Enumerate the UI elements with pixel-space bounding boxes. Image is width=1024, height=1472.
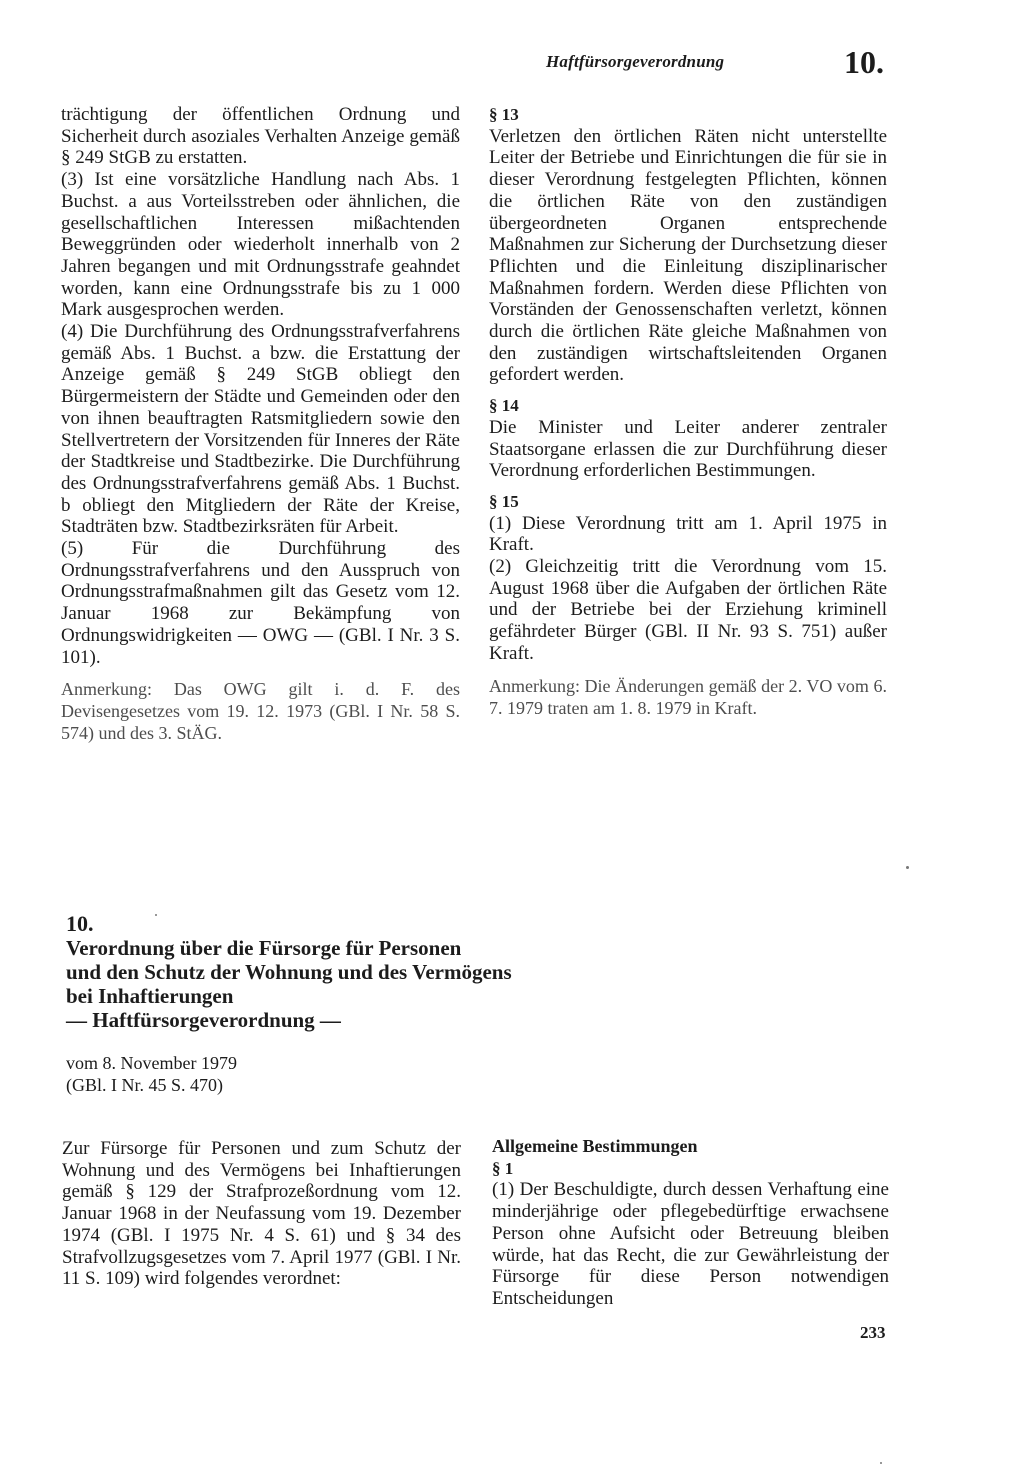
section-13-heading: § 13 (489, 105, 519, 124)
law-date: vom 8. November 1979 (66, 1053, 237, 1073)
law-title-line: Verordnung über die Fürsorge für Personen (66, 936, 462, 960)
law-title-line: und den Schutz der Wohnung und des Vermögens (66, 960, 512, 984)
left-column-bottom (62, 1138, 461, 1290)
section-14-heading: § 14 (489, 396, 519, 416)
chapter-number: 10. (844, 44, 884, 80)
print-speck (906, 866, 909, 869)
section-15-paragraph-2: (2) Gleichzeitig tritt die Verordnung vom 15. August 1968 über die Aufgaben der örtlichen Räte und der Betriebe bei der Erziehung kriminell gefährdeter Bürger (GBl. II Nr. 93 S. 751) außer Kraft. (489, 556, 887, 664)
law-title-block (66, 912, 626, 1032)
annotation-note-left: Anmerkung: Das OWG gilt i. d. F. des Devisengesetzes vom 19. 12. 1973 (GBl. I Nr. 58 S. 574) und des 3. StÄG. (61, 679, 460, 744)
right-column-bottom (492, 1136, 889, 1310)
section-14-text: Die Minister und Leiter anderer zentraler Staatsorgane erlassen die zur Durchführung dieser Verordnung erforderlichen Bestimmungen. (489, 416, 887, 482)
paragraph-continuation: trächtigung der öffentlichen Ordnung und Sicherheit durch asoziales Verhalten Anzeige gemäß § 249 StGB zu erstatten. (61, 104, 460, 169)
law-source: (GBl. I Nr. 45 S. 470) (66, 1075, 223, 1095)
paragraph-3: (3) Ist eine vorsätzliche Handlung nach Abs. 1 Buchst. a aus Vorteilsstreben oder ähnlichen, die gesellschaftlichen Interessen mißachtenden Beweggründen oder wiederholt innerhalb von 2 Jahren begangen und mit Ordnungsstrafe geahndet worden, kann eine Ordnungsstrafe bis zu 1 000 Mark ausgesprochen werden. (61, 169, 460, 321)
law-short-title: — Haftfürsorgeverordnung — (66, 1008, 341, 1032)
law-date-block (66, 1052, 237, 1096)
print-speck (880, 1462, 882, 1464)
preamble-text: Zur Fürsorge für Personen und zum Schutz der Wohnung und des Vermögens bei Inhaftierungen gemäß § 129 der Strafprozeßordnung vom 12. Januar 1968 in der Neufassung vom 19. Dezember 1974 (GBl. I 1975 Nr. 4 S. 61) und § 34 des Strafvollzugsgesetzes vom 7. April 1977 (GBl. I Nr. 11 S. 109) wird folgendes verordnet: (62, 1138, 461, 1290)
right-column-top (489, 104, 887, 719)
page-number: 233 (860, 1323, 886, 1342)
law-title-line: bei Inhaftierungen (66, 984, 234, 1008)
section-1-text: (1) Der Beschuldigte, durch dessen Verhaftung eine minderjährige oder pflegebedürftige erwachsene Person ohne Aufsicht oder Betreuung bleiben würde, hat das Recht, die zur Gewährleistung der Fürsorge für diese Person notwendigen Entscheidungen (492, 1179, 889, 1309)
paragraph-4: (4) Die Durchführung des Ordnungsstrafverfahrens gemäß Abs. 1 Buchst. a bzw. die Erstattung der Anzeige gemäß § 249 StGB obliegt den Bürgermeistern der Städte und Gemeinden oder den von ihnen beauftragten Ratsmitgliedern sowie den Stellvertretern der Vorsitzenden für Inneres der Räte der Stadtkreise und Stadtbezirke. Die Durchführung des Ordnungsstrafverfahrens gemäß Abs. 1 Buchst. b obliegt den Mitgliedern der Räte der Kreise, Stadträten bzw. Stadtbezirksräten für Arbeit. (61, 321, 460, 538)
paragraph-5: (5) Für die Durchführung des Ordnungsstrafverfahrens und den Ausspruch von Ordnungsstrafmaßnahmen gilt das Gesetz vom 12. Januar 1968 zur Bekämpfung von Ordnungswidrigkeiten — OWG — (GBl. I Nr. 3 S. 101). (61, 538, 460, 668)
general-provisions-heading: Allgemeine Bestimmungen (492, 1136, 698, 1156)
section-15-heading: § 15 (489, 491, 519, 511)
annotation-note-right: Anmerkung: Die Änderungen gemäß der 2. VO vom 6. 7. 1979 traten am 1. 8. 1979 in Kraft. (489, 675, 887, 718)
section-1-heading: § 1 (492, 1158, 514, 1178)
running-title: Haftfürsorgeverordnung (546, 52, 725, 71)
left-column-top (61, 104, 460, 744)
law-number: 10. (66, 911, 94, 936)
section-13-text: Verletzen den örtlichen Räten nicht unterstellte Leiter der Betriebe und Einrichtungen die für sie in dieser Verordnung festgelegten Pflichten, können die örtlichen Räte von den zuständigen übergeordneten Organen entsprechende Maßnahmen zur Sicherung der Durchsetzung dieser Pflichten und die Einleitung disziplinarischer Maßnahmen fordern. Werden diese Pflichten von Vorständen der Genossenschaften verletzt, können durch die örtlichen Räte gleiche Maßnahmen von den zuständigen wirtschaftsleitenden Organen gefordert werden. (489, 125, 887, 386)
section-15-paragraph-1: (1) Diese Verordnung tritt am 1. April 1975 in Kraft. (489, 512, 887, 556)
